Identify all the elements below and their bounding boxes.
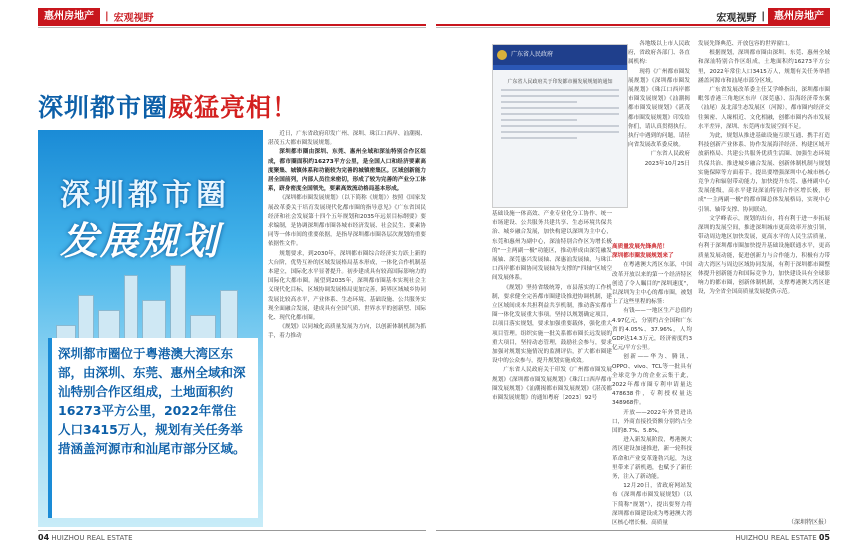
col1-para: 《深圳都市圈发展规划》（以下简称《规划》）按照《国家发展改革委关于培育发展现代化都市圈的指导意见》《广东省国民经济和社会发展第十四个五年规划和2035年远景目标纲要》要求编制，是协调深圳都市圈各城市经济发展、社会民生、要素协同等一体市间的重要依据，是指导深圳都市圈各层次规划的重要依据性文件。 xyxy=(268,195,426,248)
header-rule-right xyxy=(436,24,830,26)
screenshot-line xyxy=(501,137,577,139)
screenshot-line xyxy=(501,95,619,97)
footer-right xyxy=(736,533,831,542)
header-divider: | xyxy=(105,11,109,22)
footer-right-name: HUIZHOU REAL ESTATE xyxy=(735,534,817,542)
poster-image xyxy=(38,130,263,527)
col3-heading-2: 深圳都市圈发展规划来了 xyxy=(612,253,674,260)
column-4 xyxy=(698,40,830,298)
gov-website-screenshot xyxy=(492,44,628,208)
screenshot-line xyxy=(501,131,619,133)
col1-para: 近日，广东省政府印发广州、深圳、珠江口西岸、汕潮揭、湛茂五大都市圈发展规划。 xyxy=(268,131,426,147)
article-title xyxy=(38,88,298,124)
screenshot-line xyxy=(501,125,619,127)
header-rule-right-thin xyxy=(436,27,830,28)
page-number-right: 05 xyxy=(818,533,830,542)
header-divider-right: | xyxy=(761,11,765,22)
col3-heading-1: 高质量发展先锋典范！ xyxy=(612,244,668,250)
col2-para: 基础设施一体高效、产业专业化分工协作、统一市场建设、公共服务共建共享、生态环境共保共治、城乡融合发展，加快构建以深圳为主中心，东莞和惠州为副中心，深汕特别合作区为增长极的"一主两副一极"功能区，推动形成由深莞融发展轴、深莞惠兴发展轴、深惠汕发展轴，与珠江口西岸都市圈协同发展轴为支撑的"四轴"区域空间发展体系。 xyxy=(492,211,612,282)
col1-para: 规划要求，到2030年，深圳都市圈综合经济实力跃上新的大台阶，优势互补的区域发展格局基本形成，一体化合作机制基本建立，国际化水平显著提升。初步建成具有较高国际影响力的国际化大都市圈。展望到2035年，深圳都市圈基本实现社会主义现代化目标，区域协调发展格局更加完善，跨界区域城乡协同发展比较高水平，产业体系、生态环境、基础设施、公共服务实现全面融合发展，建成具有全国气质、世界水平的创新型、国际化、现代化都市圈。 xyxy=(268,250,426,322)
page-number-left: 04 xyxy=(38,533,50,542)
col1-para: 《规划》以同城化高质量发展为方向，以创新体制机制为抓手，着力推动 xyxy=(268,324,426,340)
poster-heading-2: 发展规划 xyxy=(60,219,221,263)
col4-para: 广东省发展改革委主任艾学峰指出，深圳都市圈毗邻香港三角地区东岸（深莞惠）、沿海经济带东翼（汕尾）及北部生态发展区（河源），都市圈内经济交往频密、人缘相近、文化相融，创都市圈内各市发展水平差异，深圳、东莞两市发展空间不足。 xyxy=(698,87,830,130)
title-part-2: 威猛 xyxy=(168,93,221,122)
title-part-1: 深圳都市圈 xyxy=(38,93,169,122)
screenshot-nav xyxy=(493,65,627,70)
column-2 xyxy=(492,210,612,403)
col3-sign-org: 广东省人民政府 xyxy=(650,151,690,158)
col4-para: 根据规划，深圳都市圈由深圳、东莞、惠州全域和深汕特别合作区组成，土地面积约16273平方公里，2022年常住人口3415万人，规划有关任务举措涵盖河源市和汕尾市部分区域。 xyxy=(698,50,830,84)
header-section-right: 惠州房地产 xyxy=(768,8,830,25)
col2-para: 广东省人民政府关于印发《广州都市圈发展规划》《深圳都市圈发展规划》《珠江口西岸都市圈发展规划》《汕潮揭都市圈发展规划》《湛茂都市圈发展规划》的通知粤府〔2023〕92号 xyxy=(492,367,612,402)
col3-sign-date: 2023年10月25日 xyxy=(644,160,690,167)
header-sub-right: 宏观视野 xyxy=(716,13,757,24)
emblem-icon xyxy=(497,50,507,60)
col3-para: 进入新发展阶段，粤港澳大湾区建设加速推进，新一轮科技革命和产业变革蓬勃兴起，为这里带来了新机遇，也赋予了新任务，注入了新动能。 xyxy=(612,437,692,481)
screenshot-doc-title: 广东省人民政府关于印发都市圈发展规划的通知 xyxy=(507,79,613,85)
screenshot-line xyxy=(501,101,577,103)
col3-para: 各地级以上市人民政府，省政府各部门、各直属机构： xyxy=(628,41,690,66)
col4-para: 为此，规划从推进基础设施互联互通、携手打造科技创新产业体系、协作发展海洋经济、构建区域开放新格局、共建公共服务优质生活圈、加强生态环境共保共治、推进城乡融合发展、创新体制机制与规划实施保障等方面着手。提出要增强深圳中心城市核心竞争力和辐射带动能力，加快提升东莞、惠州副中心发展能级，高水平建设深汕特别合作区增长极，形成"一主两副一极"的都市圈总体发展格局，实现中心引领、轴带支撑、协同联动。 xyxy=(698,133,830,213)
column-3-top xyxy=(628,40,690,169)
title-part-3: 亮相！ xyxy=(220,93,299,122)
footer-rule-right xyxy=(436,530,830,531)
screenshot-site-name: 广东省人民政府 xyxy=(511,51,554,58)
col3-para: 有钱——一地区生产总值约4.97亿元，分别约占全国和广东省的4.05%、37.96%，人均GDP达14.3万元，经济密度约3亿元/平方公里。 xyxy=(612,308,692,352)
source-signature: （深圳特区报） xyxy=(788,519,831,526)
col3-para: 创新——华为、腾讯、OPPO、vivo、TCL等一批具有全球竞争力的企业云集于此，2022年都市圈专利申请量达478638件，专利授权量达348968件。 xyxy=(612,354,692,407)
header-section-left: 惠州房地产 xyxy=(38,8,100,25)
screenshot-line xyxy=(501,89,619,91)
col3-para: 开放——2022年外贸进出口，外商直接投资额分别约占全国的8.7%、5.8%。 xyxy=(612,409,692,435)
footer-left-name: HUIZHOU REAL ESTATE xyxy=(51,534,133,542)
poster-heading-1: 深圳都市圈 xyxy=(60,178,230,213)
column-1 xyxy=(268,130,426,342)
poster-caption: 深圳都市圈位于粤港澳大湾区东部，由深圳、东莞、惠州全域和深汕特别合作区组成，土地面积约16273平方公里，2022年常住人口3415万人，规划有关任务举措涵盖河源市和汕尾市部分区域。 xyxy=(58,346,246,456)
col3-para: 12月20日，省政府网站发布《深圳都市圈发展规划》（以下简称"规划"），提出要努力将深圳都市圈建设成为粤港澳大湾区核心增长极、高质量 xyxy=(612,483,692,527)
header-rule-left-thin xyxy=(38,27,426,28)
header-left xyxy=(38,8,159,25)
col3-para: 现将《广州都市圈发展规划》《深圳都市圈发展规划》《珠江口西岸都市圈发展规划》《汕潮揭都市圈发展规划》《湛茂都市圈发展规划》印发给你们，请认真贯彻执行。执行中遇到的问题，请径向省发展改革委反映。 xyxy=(628,68,690,149)
header-rule-left xyxy=(38,24,426,26)
col2-para: 《规划》坚持省级统筹，市县落实的工作机制，要求健全完善都市圈建设推进协调机制，建立区域间成本共担利益共享机制，推动落实都市圈一体化发展重大事项。坚持以规划确定项目，以项目落实规划，要求加强重要载体，强化重大项目管理。组织实施一批关系都市圈长远发展的重大项目，坚持动态管理，鼓励社会参与，要求加强对规划实施情况的监测评估，扩大都市圈建设中的公众参与，提升规划实施成效。 xyxy=(492,284,612,365)
col1-para-bold: 深圳都市圈由深圳、东莞、惠州全域和深汕特别合作区组成，都市圈面积约16273平方公里，是全国人口和经济要素高度聚集、城镇体系和功能较为完善的城镇密集区。区域创新能力居全国前列，内部人员往来密切，形成了较为完善的产业分工体系，跻身密度全国领先，要素高效流动格局基本形成。 xyxy=(268,149,426,193)
screenshot-line xyxy=(501,119,577,121)
footer-left xyxy=(38,533,133,542)
column-3 xyxy=(612,243,692,528)
screenshot-line xyxy=(501,107,619,109)
col4-para: 发展先锋典范、开放包容的世界窗口。 xyxy=(698,41,794,47)
col3-para: 在粤港澳大湾区东部，中国改革开放以来的第一个经济特区创造了令人瞩目的"深圳速度"，以深圳为主中心的都市圈，被划上了这些里程的标签： xyxy=(612,262,692,306)
header-sub-left: 宏观视野 xyxy=(113,13,154,24)
col4-para: 文学峰表示，规划的出台，将有利于进一步拓展深圳的发展空间，推进深圳城市更高效率开放引领，带动周边地区加快发展，更高水平的人民生活质量，有利于深圳都市圈加快提升基础设施联通水平，更高质量发展动能，促进创新力与合作能力，积极有力带动大湾区与周边区域协同发展，有利于深圳都市圈整体提升创新能力和国际竞争力，加快建设具有全球影响力的都市圈，创新体制机制，支撑粤港澳大湾区建设，为全省全国高质量发展提供示范。 xyxy=(698,215,830,296)
header-right xyxy=(711,8,830,25)
footer-rule-left xyxy=(38,530,426,531)
screenshot-line xyxy=(501,113,619,115)
